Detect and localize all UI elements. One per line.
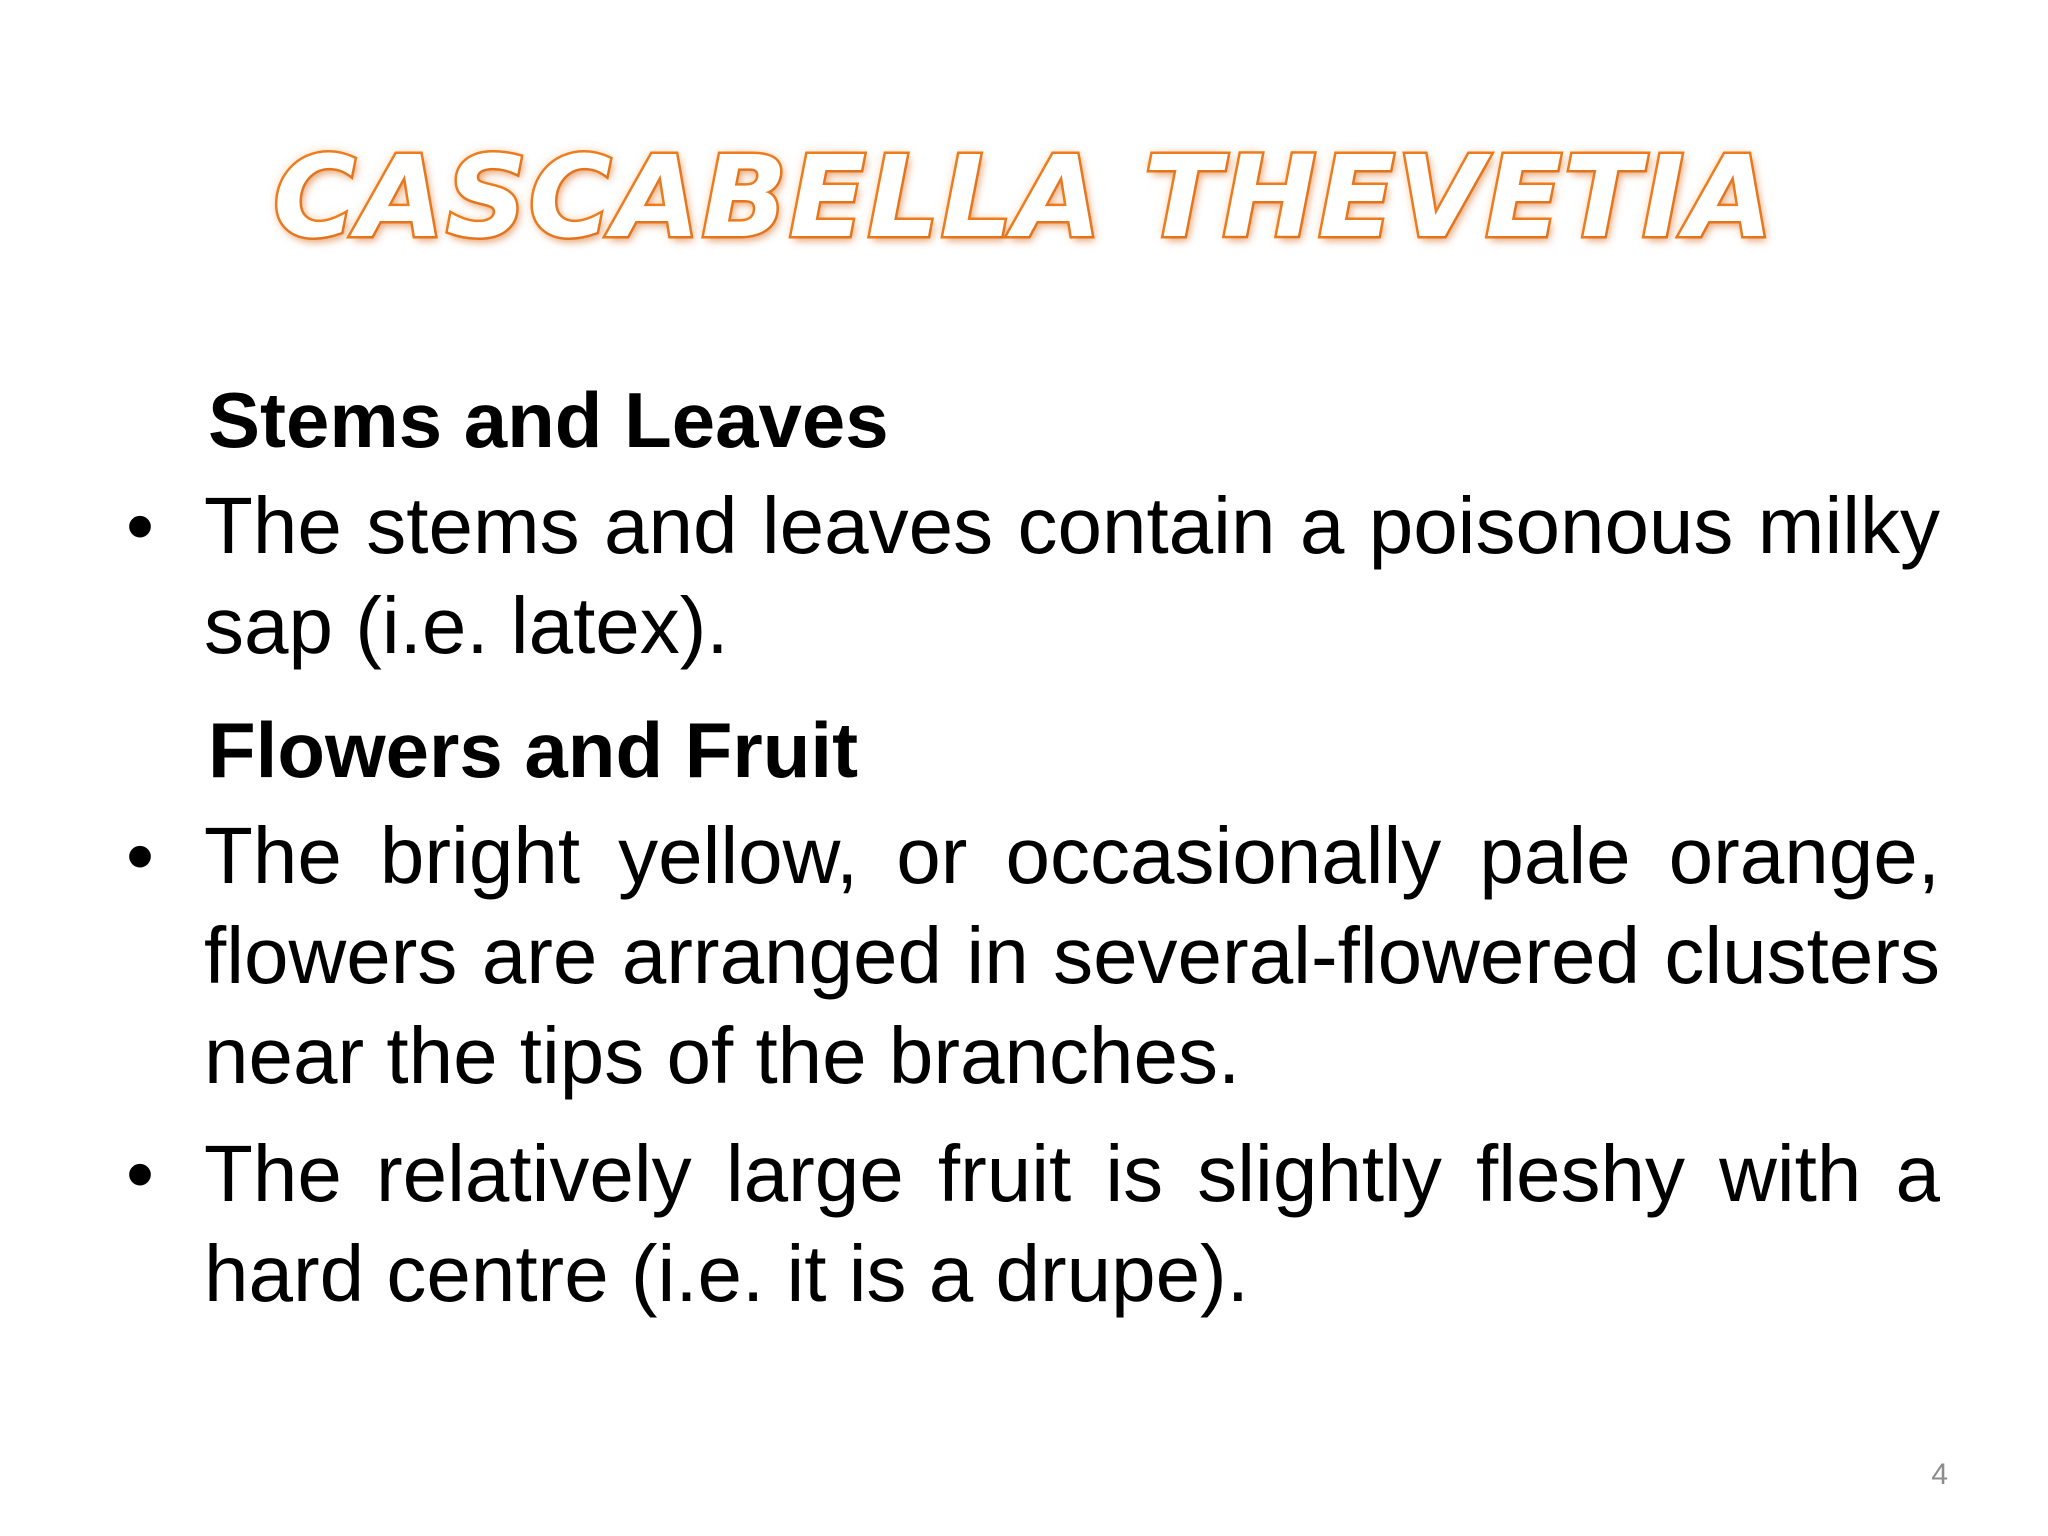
bullet-text: The bright yellow, or occasionally pale orange, flowers are arranged in several-flowered clusters near the tips of the branches. <box>204 811 1940 1100</box>
slide-title: CASCABELLA THEVETIA <box>273 133 1775 263</box>
slide-content <box>120 370 1940 1342</box>
section-heading-flowers-fruit: Flowers and Fruit <box>208 706 859 794</box>
bullet-item <box>120 1124 1940 1324</box>
bullet-item <box>120 806 1940 1106</box>
bullet-dot-icon: • <box>126 1129 155 1218</box>
bullet-dot-icon: • <box>126 481 155 570</box>
bullet-text: The relatively large fruit is slightly fleshy with a hard centre (i.e. it is a drupe). <box>204 1129 1940 1318</box>
section-heading-stems-leaves: Stems and Leaves <box>208 376 889 464</box>
bullet-text: The stems and leaves contain a poisonous milky sap (i.e. latex). <box>204 481 1940 670</box>
page-number: 4 <box>1931 1458 1948 1491</box>
bullet-item <box>120 476 1940 676</box>
bullet-dot-icon: • <box>126 811 155 900</box>
